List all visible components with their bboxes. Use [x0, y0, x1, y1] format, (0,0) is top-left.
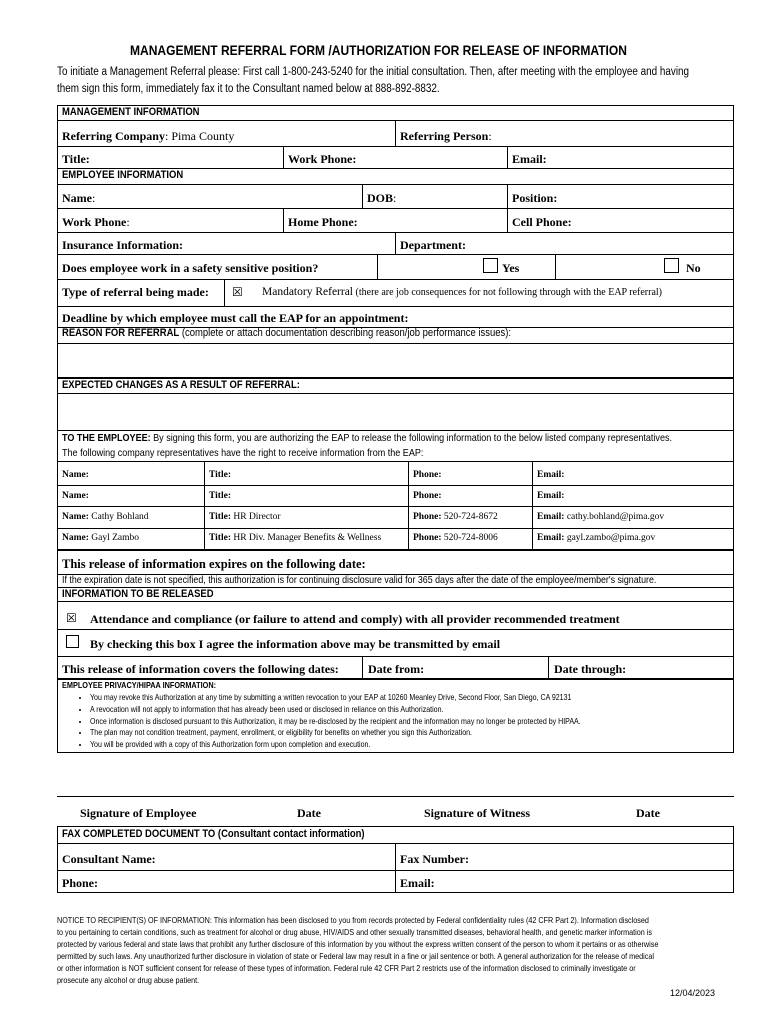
expiry-date-field[interactable]: This release of information expires on the following date: — [62, 557, 366, 571]
rep-name-cell[interactable]: Name: — [62, 470, 89, 480]
list-item: • Once information is disclosed pursuant to this Authorization, it may be re-disclosed by the recipient and the information may no longer be protected by HIPAA. — [90, 716, 661, 728]
list-item: • A revocation will not apply to information that has already been used or disclosed in reliance on this Authorization. — [90, 704, 661, 716]
info-released-header: INFORMATION TO BE RELEASED — [62, 588, 214, 600]
employee-header: EMPLOYEE INFORMATION — [62, 169, 184, 181]
rep-email-cell[interactable]: Email: gayl.zambo@pima.gov — [537, 533, 656, 543]
mgmt-work-phone-field[interactable]: Work Phone: — [288, 152, 357, 166]
rep-phone-cell[interactable]: Phone: — [413, 491, 442, 501]
expected-changes-header: EXPECTED CHANGES AS A RESULT OF REFERRAL: — [62, 379, 300, 391]
email-consent-label: By checking this box I agree the information above may be transmitted by email — [90, 637, 501, 651]
fax-number-field[interactable]: Fax Number: — [400, 852, 469, 866]
signature-witness-label: Signature of Witness — [424, 806, 531, 820]
employee-name-field[interactable]: Name: — [62, 191, 96, 205]
signature-line — [57, 796, 734, 797]
referral-type-label: Type of referral being made: — [62, 285, 209, 299]
safety-yes-label: Yes — [502, 261, 520, 275]
mgmt-title-field[interactable]: Title: — [62, 152, 90, 166]
safety-no-checkbox[interactable] — [664, 258, 679, 273]
email-consent-checkbox[interactable] — [66, 635, 79, 648]
safety-no-label: No — [686, 261, 701, 275]
consultant-email-field[interactable]: Email: — [400, 876, 435, 890]
deadline-field[interactable]: Deadline by which employee must call the EAP for an appointment: — [62, 311, 409, 325]
consultant-name-field[interactable]: Consultant Name: — [62, 852, 156, 866]
fax-header: FAX COMPLETED DOCUMENT TO (Consultant contact information) — [62, 828, 365, 840]
employee-position-field[interactable]: Position: — [512, 191, 558, 205]
covered-dates-label: This release of information covers the following dates: — [62, 662, 339, 676]
notice-text: NOTICE TO RECIPIENT(S) OF INFORMATION: This information has been disclosed to you from records protected by Federal confidentiality rules (42 CFR Part 2). Information disclosed to you pertaining to certain conditions, such as treatment for alcohol or drug abuse, HIV/AIDS and other sexually transmitted diseases, behavioral health, and genetic marker information is protected by various federal and state laws that prohibit any further disclosure of this information by you without the express written consent of the person to whom it pertains or as otherwise permitted by such laws. Any unauthorized further disclosure in violation of state or Federal law may result in a fine or jail sentence or both. A general authorization for the release of medical or other information is NOT sufficient consent for release of these types of information. Federal rule 42 CFR Part 2 restricts use of the information disclosed to criminally investigate or prosecute any alcohol or drug abuse patient. — [57, 915, 659, 985]
mgmt-email-field[interactable]: Email: — [512, 152, 547, 166]
rep-title-cell[interactable]: Title: HR Director — [209, 512, 281, 522]
intro-line-2: them sign this form, immediately fax it to the Consultant named below at 888-892-8832. — [57, 83, 440, 95]
employee-work-phone-field[interactable]: Work Phone: — [62, 215, 130, 229]
rep-title-cell[interactable]: Title: — [209, 470, 231, 480]
rep-phone-cell[interactable]: Phone: — [413, 470, 442, 480]
rep-title-cell[interactable]: Title: HR Div. Manager Benefits & Wellness — [209, 533, 382, 543]
consultant-phone-field[interactable]: Phone: — [62, 876, 98, 890]
employee-dob-field[interactable]: DOB: — [367, 191, 397, 205]
signature-employee-label: Signature of Employee — [80, 806, 197, 820]
expiry-note: If the expiration date is not specified, this authorization is for continuing disclosure valid for 365 days after the date of the employee/member's signature. — [62, 575, 657, 586]
management-header: MANAGEMENT INFORMATION — [62, 106, 200, 118]
attendance-label: Attendance and compliance (or failure to attend and comply) with all provider recommended treatment — [90, 612, 620, 626]
rep-email-cell[interactable]: Email: cathy.bohland@pima.gov — [537, 512, 665, 522]
date-through-field[interactable]: Date through: — [554, 662, 627, 676]
employee-cell-phone-field[interactable]: Cell Phone: — [512, 215, 572, 229]
rep-name-cell[interactable]: Name: Cathy Bohland — [62, 512, 149, 522]
rep-email-cell[interactable]: Email: — [537, 491, 565, 501]
referring-company-field[interactable]: Referring Company: Pima County — [62, 129, 235, 143]
reason-text-area[interactable] — [57, 343, 734, 378]
department-field[interactable]: Department: — [400, 238, 466, 252]
signature-date-label: Date — [297, 806, 321, 820]
witness-date-label: Date — [636, 806, 660, 820]
mandatory-referral-label: Mandatory Referral (there are job consequences for not following through with the EAP referral) — [262, 286, 662, 298]
safety-yes-checkbox[interactable] — [483, 258, 498, 273]
referring-person-field[interactable]: Referring Person: — [400, 129, 492, 143]
intro-line-1: To initiate a Management Referral please: First call 1-800-243-5240 for the initial consultation. Then, after meeting with the employee and having — [57, 66, 690, 78]
insurance-field[interactable]: Insurance Information: — [62, 238, 184, 252]
rep-phone-cell[interactable]: Phone: 520-724-8006 — [413, 533, 498, 543]
reason-header: REASON FOR REFERRAL (complete or attach documentation describing reason/job performance issues): — [62, 327, 512, 339]
form-date: 12/04/2023 — [670, 988, 716, 998]
rep-name-cell[interactable]: Name: — [62, 491, 89, 501]
list-item: • You may revoke this Authorization at any time by submitting a written revocation to your EAP at 10260 Meanley Drive, Second Floor, San Diego, CA 92131 — [90, 692, 661, 704]
privacy-list — [76, 692, 661, 751]
to-employee-text-1: TO THE EMPLOYEE: By signing this form, you are authorizing the EAP to release the following information to the below listed company representatives. — [62, 432, 672, 444]
privacy-header: EMPLOYEE PRIVACY/HIPAA INFORMATION: — [62, 680, 217, 690]
mandatory-referral-checkbox[interactable]: ☒ — [232, 285, 243, 299]
attendance-checkbox[interactable]: ☒ — [66, 611, 77, 625]
list-item: • The plan may not condition treatment, payment, enrollment, or eligibility for benefits on whether you sign this Authorization. — [90, 727, 661, 739]
rep-title-cell[interactable]: Title: — [209, 491, 231, 501]
rep-email-cell[interactable]: Email: — [537, 470, 565, 480]
list-item: • You will be provided with a copy of this Authorization form upon completion and execution. — [90, 739, 661, 751]
form-title: MANAGEMENT REFERRAL FORM /AUTHORIZATION FOR RELEASE OF INFORMATION — [130, 42, 627, 58]
safety-question: Does employee work in a safety sensitive position? — [62, 261, 319, 275]
employee-home-phone-field[interactable]: Home Phone: — [288, 215, 358, 229]
date-from-field[interactable]: Date from: — [368, 662, 425, 676]
rep-name-cell[interactable]: Name: Gayl Zambo — [62, 533, 140, 543]
expected-changes-text-area[interactable] — [57, 393, 734, 431]
rep-phone-cell[interactable]: Phone: 520-724-8672 — [413, 512, 498, 522]
to-employee-text-2: The following company representatives have the right to receive information from the EAP: — [62, 447, 424, 459]
